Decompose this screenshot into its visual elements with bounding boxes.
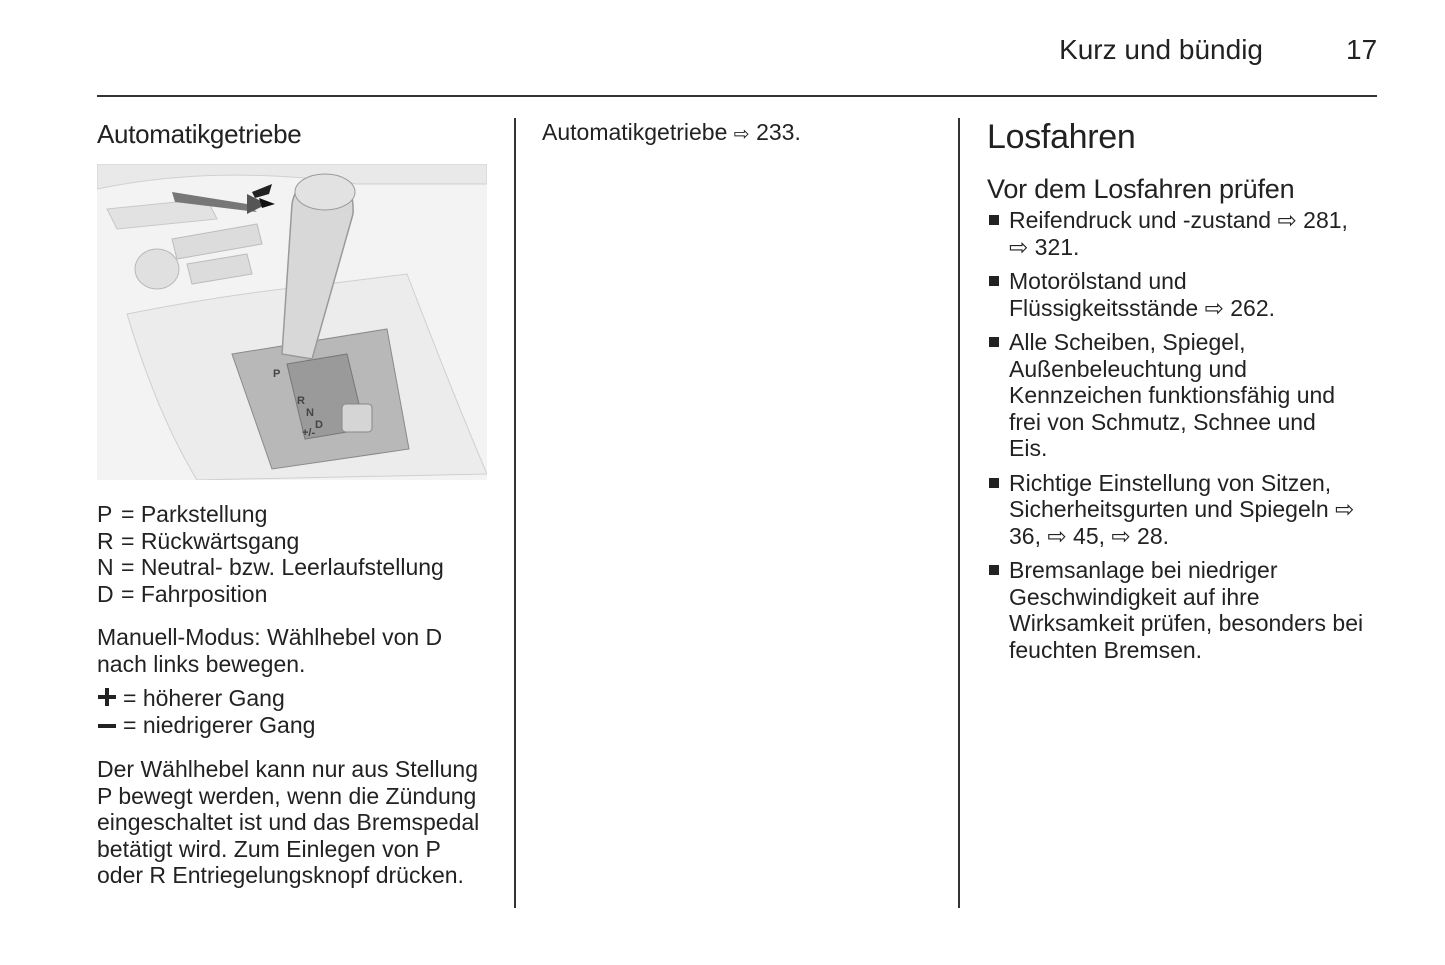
xref-arrow-icon: ⇨ — [733, 124, 750, 145]
header-title: Kurz und bündig — [1059, 34, 1263, 65]
legend-key: N — [97, 554, 114, 580]
legend-key: P — [97, 501, 113, 527]
selector-lock-paragraph: Der Wählhebel kann nur aus Stellung P bewegt werden, wenn die Zündung eingeschaltet ist und das Bremspedal betätigt wird. Zum Einlegen von P oder R Entriegelungsknopf drücken. — [97, 756, 480, 888]
xref-page: 233. — [756, 119, 801, 145]
svg-text:R: R — [297, 395, 305, 407]
gear-selector-figure — [97, 164, 487, 480]
checklist-item: Reifendruck und -zustand ⇨ 281, ⇨ 321. — [987, 207, 1369, 260]
svg-text:P: P — [273, 368, 281, 380]
svg-text:+/-: +/- — [302, 427, 316, 439]
legend-row — [97, 554, 444, 581]
column-divider-2 — [958, 118, 960, 908]
gear-legend — [97, 501, 444, 607]
subheading-checks: Vor dem Losfahren prüfen — [987, 174, 1295, 204]
gear-row — [97, 712, 315, 739]
gear-text: = niedrigerer Gang — [123, 711, 316, 738]
legend-key: R — [97, 527, 114, 554]
header-divider — [97, 95, 1377, 97]
legend-text: = Parkstellung — [121, 501, 268, 527]
legend-text: = Neutral- bzw. Leerlaufstellung — [121, 554, 444, 580]
manual-mode-text: Manuell-Modus: Wählhebel von D nach links bewegen. — [97, 624, 443, 677]
gear-shift-symbols — [97, 685, 315, 738]
checklist-item: Alle Scheiben, Spiegel, Außenbeleuchtung und Kennzeichen funktionsfähig und frei von Schmutz, Schnee und Eis. — [987, 329, 1359, 462]
xref-text: Automatikgetriebe — [542, 119, 728, 145]
legend-row — [97, 581, 444, 608]
legend-row — [97, 528, 444, 555]
section-heading-automatic: Automatikgetriebe — [97, 119, 302, 149]
legend-key: D — [97, 580, 114, 607]
gear-selector-illustration-icon — [97, 164, 487, 480]
checklist-item: Richtige Einstellung von Sitzen, Sicherheitsgurten und Spiegeln ⇨ 36, ⇨ 45, ⇨ 28. — [987, 470, 1379, 550]
legend-text: = Fahrposition — [121, 580, 268, 607]
svg-text:N: N — [306, 407, 314, 419]
gear-text: = höherer Gang — [123, 685, 285, 711]
plus-icon — [97, 685, 123, 711]
minus-icon — [97, 712, 123, 738]
checklist-item: Motorölstand und Flüssigkeitsstände ⇨ 262. — [987, 268, 1349, 321]
column-divider-1 — [514, 118, 516, 908]
gear-row — [97, 685, 315, 712]
legend-row — [97, 501, 444, 528]
svg-text:D: D — [315, 419, 323, 431]
section-heading-losfahren: Losfahren — [987, 118, 1136, 156]
page-number: 17 — [1346, 34, 1378, 65]
legend-text: = Rückwärtsgang — [121, 527, 300, 554]
cross-reference[interactable] — [542, 119, 801, 149]
checklist — [987, 207, 1382, 671]
checklist-item: Bremsanlage bei niedriger Geschwindigkeit auf ihre Wirksamkeit prüfen, besonders bei feuchten Bremsen. — [987, 557, 1379, 663]
